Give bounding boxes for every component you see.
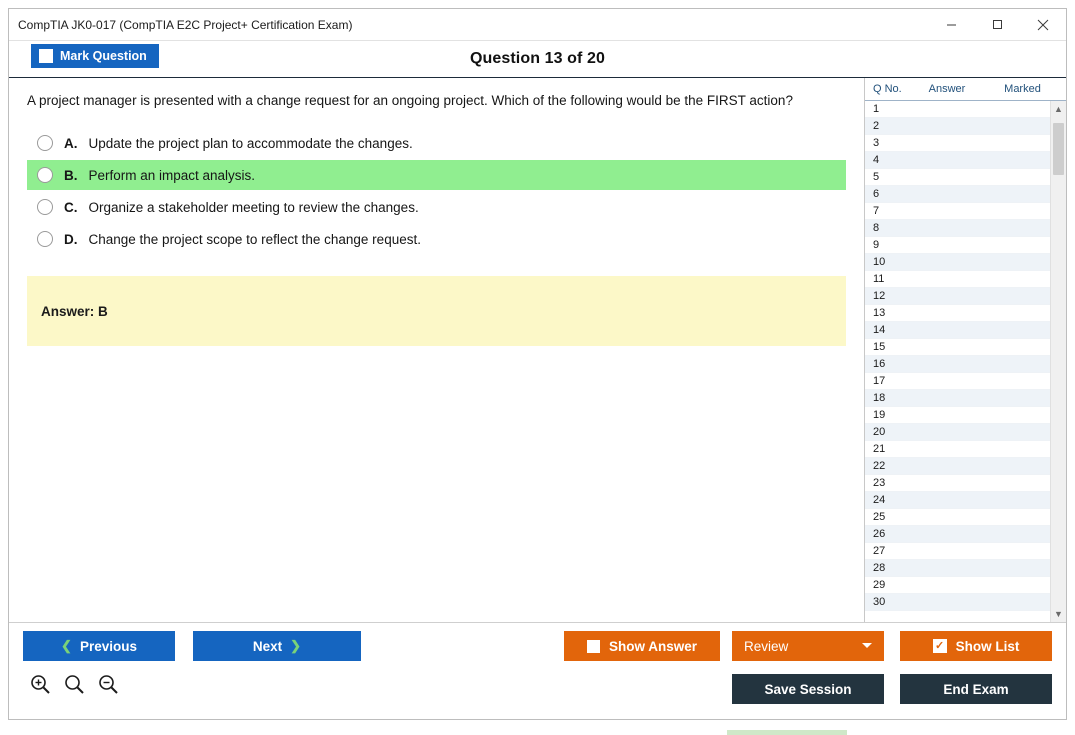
question-list-row-number: 1: [873, 103, 880, 115]
question-list-row-marked: [985, 441, 1050, 457]
question-list-row-marked: [985, 577, 1050, 593]
question-list-row-answer: [909, 475, 985, 491]
question-list-row-marked: [985, 458, 1050, 474]
mark-question-checkbox-icon: [39, 49, 53, 63]
question-list-row-marked: [985, 543, 1050, 559]
question-list-row-number: 15: [873, 341, 886, 353]
question-list-row[interactable]: [865, 509, 1050, 526]
question-list-row[interactable]: [865, 220, 1050, 237]
question-list-row-marked: [985, 356, 1050, 372]
question-list-row-answer: [909, 220, 985, 236]
radio-icon[interactable]: [37, 135, 53, 151]
chevron-down-icon: [862, 643, 872, 648]
question-list-row-number: 18: [873, 392, 886, 404]
question-list-row-answer: [909, 594, 985, 610]
question-list-row-marked: [985, 186, 1050, 202]
mark-question-label: Mark Question: [60, 49, 147, 63]
question-list-row-number: 20: [873, 426, 886, 438]
question-list-row-marked: [985, 526, 1050, 542]
page-title: Question 13 of 20: [469, 50, 606, 67]
mark-question-button[interactable]: [31, 44, 159, 68]
scroll-down-icon[interactable]: ▼: [1054, 609, 1063, 619]
question-list-row-answer: [909, 509, 985, 525]
footer-toolbar: [9, 622, 1066, 719]
status-accent-bar: [727, 730, 847, 735]
question-list-row-number: 16: [873, 358, 886, 370]
question-list-row-answer: [909, 288, 985, 304]
question-list-row[interactable]: [865, 356, 1050, 373]
question-list-row[interactable]: [865, 390, 1050, 407]
question-list-row-marked: [985, 305, 1050, 321]
zoom-out-icon[interactable]: [97, 673, 119, 695]
question-list-row[interactable]: [865, 322, 1050, 339]
question-list-row-marked: [985, 220, 1050, 236]
question-list-row[interactable]: [865, 152, 1050, 169]
question-list-header: [865, 78, 1066, 101]
question-list-row-answer: [909, 356, 985, 372]
next-button[interactable]: [193, 631, 361, 661]
question-list-row-marked: [985, 152, 1050, 168]
radio-icon[interactable]: [37, 231, 53, 247]
question-list-row-answer: [909, 560, 985, 576]
question-list-row-answer: [909, 577, 985, 593]
option-c-letter: C.: [64, 199, 78, 215]
question-list-row-marked: [985, 203, 1050, 219]
review-dropdown-button[interactable]: [732, 631, 884, 661]
option-c-text: Organize a stakeholder meeting to review the changes.: [88, 199, 419, 215]
question-list-row-answer: [909, 526, 985, 542]
minimize-icon[interactable]: [928, 9, 974, 40]
question-list-row[interactable]: [865, 203, 1050, 220]
question-list-row-number: 17: [873, 375, 886, 387]
maximize-icon[interactable]: [974, 9, 1020, 40]
question-list-row-marked: [985, 407, 1050, 423]
chevron-left-icon: ❮: [61, 638, 72, 653]
question-list-row[interactable]: [865, 118, 1050, 135]
show-list-button[interactable]: [900, 631, 1052, 661]
zoom-reset-icon[interactable]: [63, 673, 85, 695]
question-list-row-number: 22: [873, 460, 886, 472]
show-answer-button[interactable]: [564, 631, 720, 661]
question-list-row-answer: [909, 186, 985, 202]
answer-panel: [27, 276, 846, 346]
question-list-row[interactable]: [865, 373, 1050, 390]
question-list-row-marked: [985, 135, 1050, 151]
show-answer-checkbox-icon: [587, 640, 600, 653]
question-list-row-number: 28: [873, 562, 886, 574]
question-list-row-number: 12: [873, 290, 886, 302]
show-answer-label: Show Answer: [608, 638, 697, 654]
question-list-row-answer: [909, 152, 985, 168]
answer-label: Answer: B: [41, 303, 108, 319]
question-list-row-number: 4: [873, 154, 880, 166]
question-list-row-number: 21: [873, 443, 886, 455]
question-list-row-number: 8: [873, 222, 880, 234]
exam-body: [9, 78, 1066, 622]
next-label: Next: [252, 638, 283, 654]
previous-button[interactable]: [23, 631, 175, 661]
show-list-label: Show List: [955, 638, 1020, 654]
scroll-up-icon[interactable]: ▲: [1054, 104, 1063, 114]
question-list-row-marked: [985, 509, 1050, 525]
scrollbar-track[interactable]: [1051, 117, 1066, 606]
question-list-row-marked: [985, 254, 1050, 270]
question-list-row-number: 26: [873, 528, 886, 540]
question-list-row-number: 6: [873, 188, 880, 200]
question-list-row-answer: [909, 322, 985, 338]
question-list-row-number: 5: [873, 171, 880, 183]
question-list-row-marked: [985, 424, 1050, 440]
question-list-row[interactable]: [865, 186, 1050, 203]
radio-icon[interactable]: [37, 167, 53, 183]
question-list-body: [865, 101, 1066, 622]
question-list-rows[interactable]: [865, 101, 1050, 622]
question-list-row-marked: [985, 169, 1050, 185]
question-list-row-answer: [909, 118, 985, 134]
question-list-row-answer: [909, 305, 985, 321]
question-list-row-marked: [985, 373, 1050, 389]
end-exam-button[interactable]: [900, 674, 1052, 704]
previous-label: Previous: [79, 638, 137, 654]
question-list-row-marked: [985, 560, 1050, 576]
question-header: [9, 41, 1066, 78]
question-list-row-marked: [985, 237, 1050, 253]
question-list-row[interactable]: [865, 237, 1050, 254]
question-list-panel: [864, 78, 1066, 622]
question-list-row[interactable]: [865, 458, 1050, 475]
zoom-in-icon[interactable]: [29, 673, 51, 695]
end-exam-label: End Exam: [943, 681, 1009, 697]
question-list-row-marked: [985, 390, 1050, 406]
question-list-row-answer: [909, 441, 985, 457]
question-list-row[interactable]: [865, 135, 1050, 152]
question-list-row-number: 9: [873, 239, 880, 251]
option-a-letter: A.: [64, 135, 78, 151]
question-list-row-number: 14: [873, 324, 886, 336]
question-list-row-answer: [909, 424, 985, 440]
question-list-row-marked: [985, 594, 1050, 610]
question-list-row[interactable]: [865, 441, 1050, 458]
window-controls: [928, 9, 1066, 40]
question-list-row[interactable]: [865, 407, 1050, 424]
question-list-row[interactable]: [865, 288, 1050, 305]
review-label: Review: [744, 638, 789, 654]
question-list-row-marked: [985, 288, 1050, 304]
exam-window: [8, 8, 1067, 720]
question-list-row-answer: [909, 543, 985, 559]
question-list-row-number: 24: [873, 494, 886, 506]
question-list-scrollbar[interactable]: [1050, 101, 1066, 622]
question-list-row[interactable]: [865, 543, 1050, 560]
question-list-row[interactable]: [865, 492, 1050, 509]
option-a-text: Update the project plan to accommodate the changes.: [88, 135, 413, 151]
question-list-row[interactable]: [865, 169, 1050, 186]
column-header-answer: Answer: [928, 83, 966, 95]
question-list-row-answer: [909, 339, 985, 355]
question-list-row-marked: [985, 339, 1050, 355]
option-b-text: Perform an impact analysis.: [88, 167, 256, 183]
question-list-row[interactable]: [865, 339, 1050, 356]
question-list-row-answer: [909, 492, 985, 508]
option-a[interactable]: [27, 128, 846, 158]
question-list-row-number: 10: [873, 256, 886, 268]
question-list-row[interactable]: [865, 577, 1050, 594]
question-list-row-answer: [909, 169, 985, 185]
question-list-row-number: 30: [873, 596, 886, 608]
question-list-row-number: 13: [873, 307, 886, 319]
status-bar: [0, 721, 1075, 735]
question-list-row-number: 27: [873, 545, 886, 557]
question-list-row[interactable]: [865, 475, 1050, 492]
question-list-row-marked: [985, 101, 1050, 117]
question-list-row-number: 11: [873, 273, 885, 285]
question-list-row-number: 3: [873, 137, 880, 149]
question-list-row[interactable]: [865, 101, 1050, 118]
checkmark-icon: ✓: [933, 639, 947, 653]
option-d-letter: D.: [64, 231, 78, 247]
question-list-row[interactable]: [865, 424, 1050, 441]
scrollbar-thumb[interactable]: [1053, 123, 1064, 175]
question-list-row-number: 2: [873, 120, 880, 132]
question-list-row[interactable]: [865, 594, 1050, 611]
question-list-row-number: 7: [873, 205, 880, 217]
question-list-row-number: 23: [873, 477, 886, 489]
question-list-row-answer: [909, 390, 985, 406]
question-list-row-number: 25: [873, 511, 886, 523]
save-session-button[interactable]: [732, 674, 884, 704]
option-d[interactable]: [27, 224, 846, 254]
question-list-row[interactable]: [865, 560, 1050, 577]
window-title: CompTIA JK0-017 (CompTIA E2C Project+ Certification Exam): [18, 17, 353, 32]
question-list-row-marked: [985, 118, 1050, 134]
question-list-row-marked: [985, 492, 1050, 508]
question-list-row[interactable]: [865, 526, 1050, 543]
answer-options: [27, 128, 846, 254]
option-c[interactable]: [27, 192, 846, 222]
question-text: A project manager is presented with a change request for an ongoing project. Which of the following would be the FIRST action?: [27, 93, 793, 108]
question-list-row-marked: [985, 271, 1050, 287]
question-content: [9, 78, 864, 622]
question-list-row-marked: [985, 322, 1050, 338]
question-list-row-number: 19: [873, 409, 886, 421]
question-list-row-answer: [909, 203, 985, 219]
radio-icon[interactable]: [37, 199, 53, 215]
option-d-text: Change the project scope to reflect the change request.: [88, 231, 421, 247]
column-header-marked: Marked: [1004, 83, 1041, 95]
question-list-row[interactable]: [865, 254, 1050, 271]
chevron-right-icon: ❯: [290, 638, 302, 653]
question-list-row-answer: [909, 135, 985, 151]
save-session-label: Save Session: [764, 681, 852, 697]
question-list-row[interactable]: [865, 305, 1050, 322]
question-list-row-marked: [985, 475, 1050, 491]
option-b[interactable]: [27, 160, 846, 190]
question-list-row-answer: [909, 101, 985, 117]
question-list-row-answer: [909, 254, 985, 270]
title-bar: [9, 9, 1066, 41]
question-list-row-number: 29: [873, 579, 886, 591]
zoom-tools: [29, 673, 119, 695]
close-icon[interactable]: [1020, 9, 1066, 40]
question-list-row-answer: [909, 237, 985, 253]
question-list-row-answer: [909, 271, 985, 287]
question-list-row-answer: [909, 373, 985, 389]
column-header-qno: Q No.: [873, 83, 902, 95]
option-b-letter: B.: [64, 167, 78, 183]
question-list-row-answer: [909, 458, 985, 474]
question-list-row[interactable]: [865, 271, 1050, 288]
question-list-row-answer: [909, 407, 985, 423]
